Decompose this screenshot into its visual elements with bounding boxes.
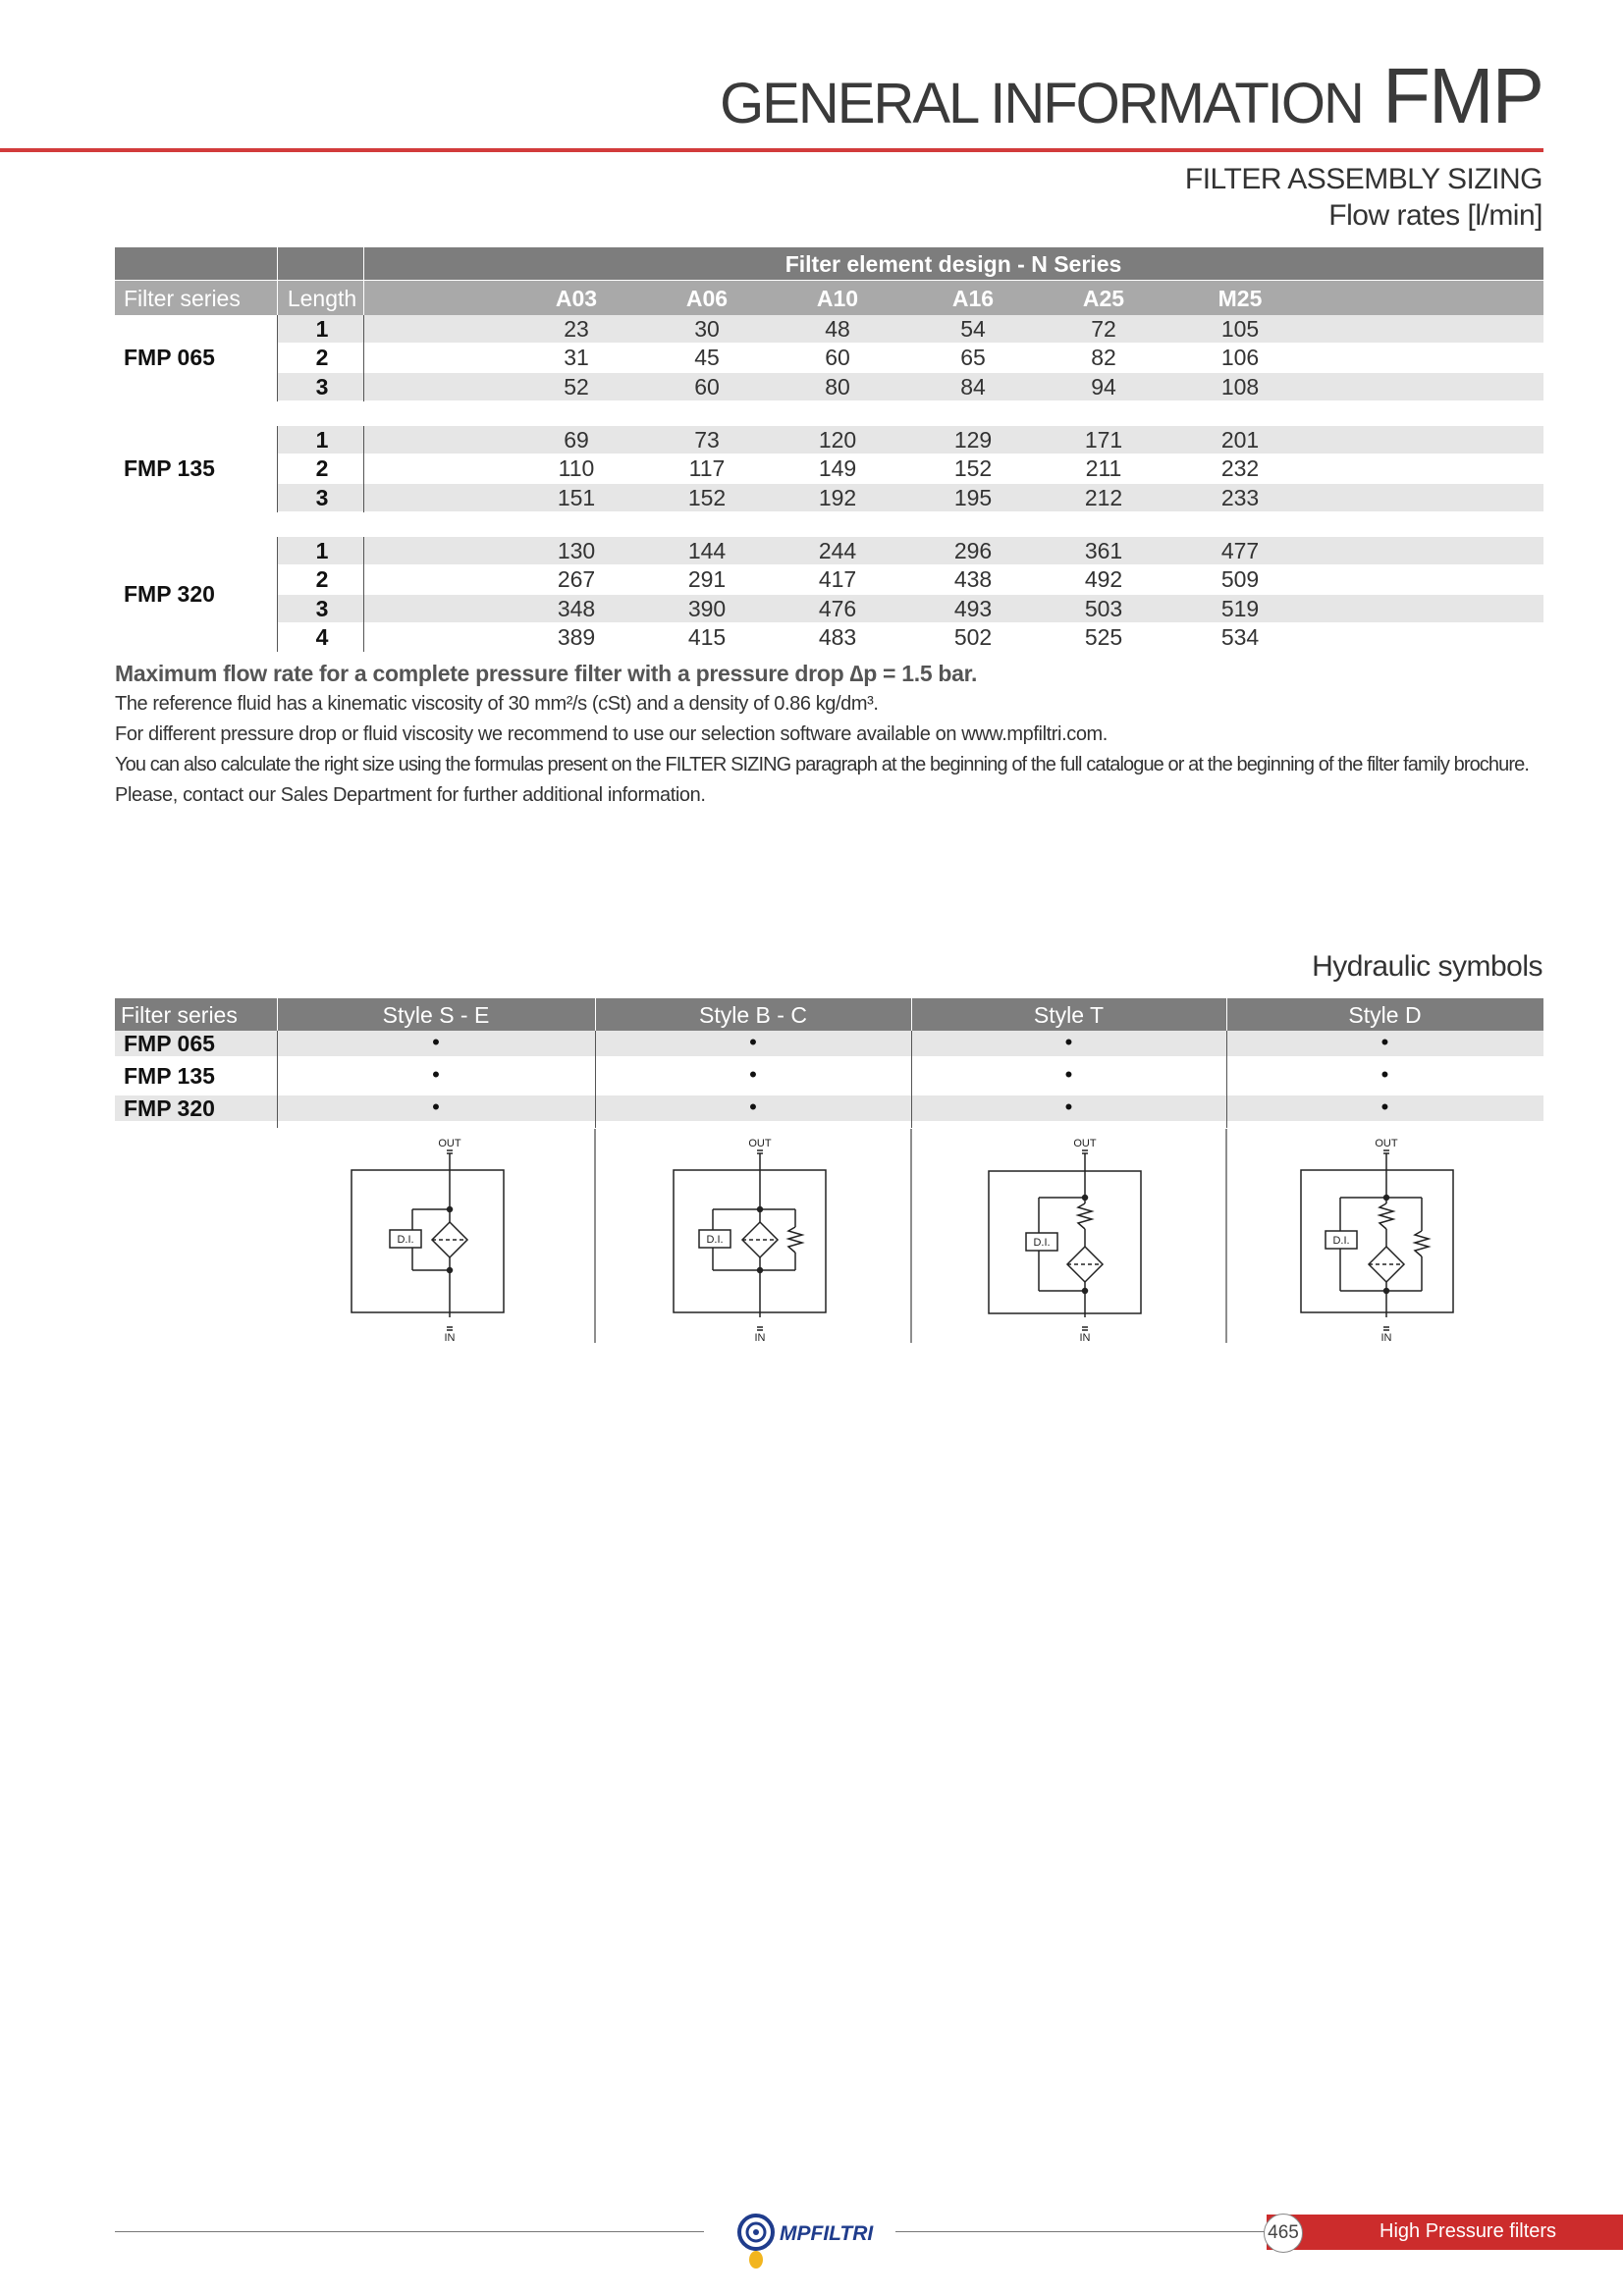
table-cell-value: 52 bbox=[564, 373, 589, 400]
svg-text:D.I.: D.I. bbox=[1033, 1237, 1051, 1249]
svg-text:IN: IN bbox=[754, 1332, 766, 1344]
table-group-divider bbox=[277, 315, 278, 401]
svg-text:IN: IN bbox=[444, 1332, 456, 1344]
table-cell-value: 48 bbox=[825, 316, 850, 342]
symbols-col-series: Filter series bbox=[121, 1002, 238, 1028]
symbols-header-divider bbox=[595, 998, 596, 1031]
table-cell-value: 483 bbox=[818, 623, 857, 650]
svg-text:IN: IN bbox=[1079, 1332, 1091, 1344]
symbols-cell-mark: • bbox=[1380, 1062, 1389, 1087]
table-col-a25: A25 bbox=[1082, 286, 1125, 311]
brand-text: MPFILTRI bbox=[780, 2222, 874, 2245]
table-cell-series: FMP 065 bbox=[124, 344, 215, 370]
footer-rule-right bbox=[895, 2231, 1267, 2232]
symbols-row-divider bbox=[595, 1063, 596, 1095]
table-cell-value: 534 bbox=[1220, 623, 1260, 650]
table-cell-value: 60 bbox=[694, 373, 720, 400]
table-cell-value: 144 bbox=[687, 538, 727, 563]
svg-text:D.I.: D.I. bbox=[397, 1234, 414, 1246]
symbols-row-divider bbox=[277, 1095, 278, 1128]
table-cell-length: 1 bbox=[315, 316, 329, 342]
table-row-stripe bbox=[277, 595, 1543, 622]
symbols-cell-mark: • bbox=[1380, 1030, 1389, 1054]
table-cell-value: 192 bbox=[818, 484, 857, 510]
table-col-a10: A10 bbox=[816, 286, 859, 311]
symbols-row-divider bbox=[911, 1095, 912, 1128]
symbols-col-style: Style D bbox=[1348, 1002, 1422, 1028]
table-cell-value: 267 bbox=[557, 566, 596, 593]
symbols-cell-mark: • bbox=[1064, 1030, 1073, 1054]
symbols-row-divider bbox=[1226, 1095, 1227, 1128]
table-cell-value: 152 bbox=[953, 455, 993, 482]
symbols-cell-mark: • bbox=[432, 1030, 440, 1054]
table-cell-value: 502 bbox=[953, 623, 993, 650]
symbol-style-b-c bbox=[674, 1138, 826, 1344]
table-cell-value: 348 bbox=[557, 595, 596, 621]
table-group-header: Filter element design - N Series bbox=[784, 251, 1122, 277]
table-cell-value: 211 bbox=[1085, 455, 1122, 482]
table-cell-length: 4 bbox=[315, 623, 329, 650]
page-title-main: GENERAL INFORMATION bbox=[720, 72, 1363, 135]
table-cell-length: 2 bbox=[315, 345, 329, 371]
svg-text:D.I.: D.I. bbox=[706, 1234, 724, 1246]
table-cell-value: 519 bbox=[1220, 595, 1260, 621]
table-group-divider bbox=[277, 537, 278, 652]
table-cell-value: 195 bbox=[953, 484, 993, 510]
symbols-header-divider bbox=[911, 998, 912, 1031]
symbols-row-divider bbox=[911, 1063, 912, 1095]
table-cell-value: 291 bbox=[687, 566, 727, 593]
table-cell-value: 232 bbox=[1220, 455, 1260, 482]
table-col-a06: A06 bbox=[685, 286, 729, 311]
symbol-style-d bbox=[1301, 1138, 1453, 1344]
hydraulic-symbol-diagrams bbox=[0, 1129, 1623, 1364]
table-cell-length: 1 bbox=[315, 538, 329, 563]
table-cell-value: 30 bbox=[694, 316, 720, 342]
table-cell-length: 2 bbox=[315, 455, 329, 482]
symbols-cell-series: FMP 135 bbox=[124, 1063, 215, 1089]
table-group-divider bbox=[277, 426, 278, 512]
table-cell-value: 438 bbox=[953, 566, 993, 593]
note-contact: Please, contact our Sales Department for further additional information. bbox=[115, 784, 706, 806]
table-cell-value: 73 bbox=[694, 427, 720, 453]
page-title bbox=[720, 52, 1542, 139]
svg-text:IN: IN bbox=[1380, 1332, 1392, 1344]
table-cell-value: 390 bbox=[687, 595, 727, 621]
symbols-cell-mark: • bbox=[1380, 1095, 1389, 1119]
symbols-row-stripe bbox=[115, 1031, 1543, 1056]
table-cell-length: 3 bbox=[315, 373, 329, 400]
symbols-row-divider bbox=[277, 1063, 278, 1095]
symbol-style-s-e bbox=[352, 1138, 504, 1344]
table-cell-value: 72 bbox=[1091, 316, 1116, 342]
svg-text:OUT: OUT bbox=[1073, 1138, 1097, 1149]
table-cell-value: 493 bbox=[953, 595, 993, 621]
note-selection-software: For different pressure drop or fluid viscosity we recommend to use our selection software available on www.mpfiltri.com. bbox=[115, 723, 1108, 745]
table-cell-value: 151 bbox=[557, 484, 596, 510]
table-cell-value: 201 bbox=[1220, 427, 1260, 453]
table-cell-value: 108 bbox=[1220, 373, 1260, 400]
table-cell-value: 492 bbox=[1084, 566, 1123, 593]
table-cell-value: 415 bbox=[687, 623, 727, 650]
table-cell-value: 244 bbox=[818, 538, 857, 563]
symbols-col-style: Style S - E bbox=[382, 1002, 490, 1028]
table-cell-value: 233 bbox=[1220, 484, 1260, 510]
symbols-row-divider bbox=[1226, 1063, 1227, 1095]
note-reference-fluid: The reference fluid has a kinematic viscosity of 30 mm²/s (cSt) and a density of 0.86 kg/dm³. bbox=[115, 693, 879, 715]
table-row-stripe bbox=[277, 315, 1543, 343]
table-cell-length: 3 bbox=[315, 595, 329, 621]
table-cell-value: 120 bbox=[818, 427, 857, 453]
symbols-row-stripe bbox=[115, 1095, 1543, 1121]
footer-section-label: High Pressure filters bbox=[1380, 2220, 1557, 2242]
table-cell-value: 389 bbox=[557, 623, 596, 650]
table-header-divider bbox=[363, 247, 364, 315]
symbols-header-divider bbox=[1226, 998, 1227, 1031]
table-header-divider bbox=[277, 247, 278, 315]
table-cell-value: 117 bbox=[688, 455, 726, 482]
table-cell-value: 80 bbox=[825, 373, 850, 400]
table-cell-value: 361 bbox=[1084, 538, 1123, 563]
table-row-stripe bbox=[277, 484, 1543, 511]
symbols-header-band bbox=[115, 998, 1543, 1031]
symbols-cell-mark: • bbox=[1064, 1095, 1073, 1119]
symbols-row-divider bbox=[595, 1031, 596, 1063]
symbols-row-divider bbox=[595, 1095, 596, 1128]
table-col-a03: A03 bbox=[555, 286, 598, 311]
table-row-stripe bbox=[277, 373, 1543, 400]
table-cell-value: 152 bbox=[687, 484, 727, 510]
footer-rule-left bbox=[115, 2231, 704, 2232]
svg-text:D.I.: D.I. bbox=[1332, 1235, 1350, 1247]
table-cell-value: 94 bbox=[1091, 373, 1116, 400]
svg-text:OUT: OUT bbox=[748, 1138, 772, 1149]
svg-text:OUT: OUT bbox=[1375, 1138, 1398, 1149]
table-group-divider bbox=[363, 537, 364, 652]
symbols-cell-mark: • bbox=[1064, 1062, 1073, 1087]
hydraulic-symbols-title: Hydraulic symbols bbox=[1312, 950, 1542, 983]
table-cell-value: 82 bbox=[1091, 345, 1116, 371]
symbols-cell-mark: • bbox=[749, 1062, 757, 1087]
section-subtitle: Flow rates [l/min] bbox=[1328, 199, 1542, 232]
mpfiltri-logo bbox=[729, 2211, 895, 2271]
table-cell-value: 525 bbox=[1084, 623, 1123, 650]
header-rule bbox=[0, 148, 1543, 152]
symbols-row-divider bbox=[1226, 1031, 1227, 1063]
table-group-divider bbox=[363, 315, 364, 401]
table-cell-value: 171 bbox=[1084, 427, 1123, 453]
symbols-cell-mark: • bbox=[432, 1062, 440, 1087]
table-cell-value: 129 bbox=[953, 427, 993, 453]
table-cell-length: 2 bbox=[315, 566, 329, 593]
table-cell-value: 45 bbox=[694, 345, 720, 371]
table-cell-value: 509 bbox=[1220, 566, 1260, 593]
table-cell-value: 23 bbox=[564, 316, 589, 342]
table-cell-value: 31 bbox=[564, 345, 589, 371]
page-number: 465 bbox=[1264, 2214, 1303, 2253]
symbols-col-style: Style T bbox=[1033, 1002, 1105, 1028]
symbols-cell-series: FMP 320 bbox=[124, 1095, 215, 1121]
table-cell-value: 65 bbox=[960, 345, 986, 371]
table-cell-value: 106 bbox=[1220, 345, 1260, 371]
table-col-series: Filter series bbox=[124, 286, 241, 311]
symbol-style-t bbox=[989, 1138, 1141, 1344]
table-row-stripe bbox=[277, 537, 1543, 564]
table-cell-value: 212 bbox=[1084, 484, 1123, 510]
table-col-m25: M25 bbox=[1217, 286, 1263, 311]
table-cell-value: 84 bbox=[960, 373, 986, 400]
table-group-divider bbox=[363, 426, 364, 512]
symbols-row-divider bbox=[911, 1031, 912, 1063]
table-cell-value: 503 bbox=[1084, 595, 1123, 621]
table-cell-series: FMP 135 bbox=[124, 454, 215, 481]
note-max-flow: Maximum flow rate for a complete pressure filter with a pressure drop ∆p = 1.5 bar. bbox=[115, 661, 978, 686]
table-col-length: Length bbox=[287, 286, 357, 311]
symbols-row-divider bbox=[277, 1031, 278, 1063]
svg-text:OUT: OUT bbox=[438, 1138, 461, 1149]
page-title-code: FMP bbox=[1382, 52, 1542, 139]
table-cell-value: 60 bbox=[825, 345, 850, 371]
table-cell-value: 149 bbox=[818, 455, 857, 482]
table-cell-value: 110 bbox=[558, 455, 595, 482]
symbols-cell-mark: • bbox=[749, 1095, 757, 1119]
section-title: FILTER ASSEMBLY SIZING bbox=[1184, 163, 1542, 195]
table-cell-value: 417 bbox=[818, 566, 857, 593]
note-formulas: You can also calculate the right size using the formulas present on the FILTER SIZING paragraph at the beginning of the full catalogue or at the beginning of the filter family brochure. bbox=[115, 754, 1529, 775]
table-cell-length: 3 bbox=[315, 484, 329, 510]
table-cell-value: 476 bbox=[818, 595, 857, 621]
table-cell-value: 130 bbox=[557, 538, 596, 563]
table-cell-value: 54 bbox=[960, 316, 986, 342]
table-col-a16: A16 bbox=[951, 286, 995, 311]
symbols-header-divider bbox=[277, 998, 278, 1031]
symbols-cell-series: FMP 065 bbox=[124, 1031, 215, 1056]
table-row-stripe bbox=[277, 426, 1543, 454]
table-cell-value: 477 bbox=[1220, 538, 1260, 563]
table-cell-value: 296 bbox=[953, 538, 993, 563]
table-cell-length: 1 bbox=[315, 427, 329, 453]
symbols-col-style: Style B - C bbox=[699, 1002, 807, 1028]
table-cell-value: 69 bbox=[564, 427, 589, 453]
table-cell-series: FMP 320 bbox=[124, 580, 215, 607]
symbols-cell-mark: • bbox=[432, 1095, 440, 1119]
table-cell-value: 105 bbox=[1220, 316, 1260, 342]
symbols-cell-mark: • bbox=[749, 1030, 757, 1054]
